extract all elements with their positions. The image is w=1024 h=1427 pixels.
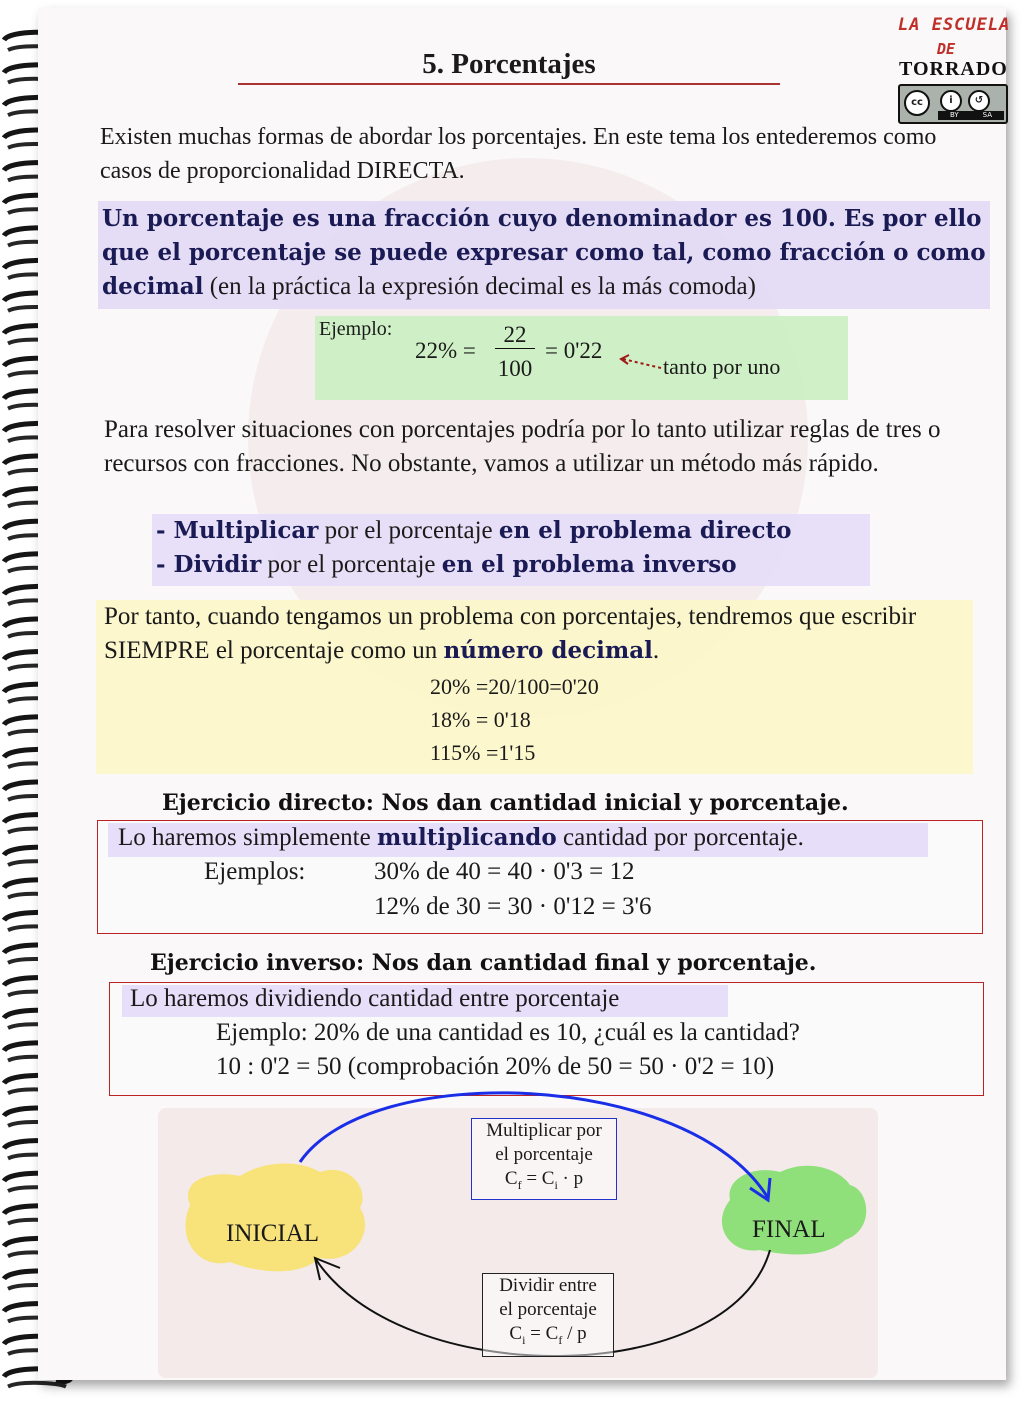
definition-bold: Un porcentaje es una fracción cuyo denominador es 100. Es por ello que el porcentaje se puede expresar como tal, como fracción o como decimal [102,205,986,300]
backward-formula-box [482,1273,614,1357]
direct-rule-bold: multiplicando [376,824,557,851]
inverse-box [109,982,984,1096]
definition-block [98,201,990,309]
example-fraction-block [315,316,848,400]
method-multiply-verb: - Multiplicar [156,517,319,544]
logo-line-2: DE [937,40,956,58]
page-title: 5. Porcentajes [238,48,780,85]
direct-rule-a: Lo haremos simplemente [118,824,377,851]
forward-line-1: Multiplicar por [486,1120,602,1141]
forward-formula [472,1167,616,1197]
by-icon: i [940,90,962,112]
direct-heading: Ejercicio directo: Nos dan cantidad inicial y porcentaje. [162,790,849,816]
decimal-example: 18% = 0'18 [430,707,531,732]
inverse-example-question: Ejemplo: 20% de una cantidad es 10, ¿cuál es la cantidad? [216,1019,800,1046]
direct-example-1: 30% de 40 = 40 · 0'3 = 12 [374,858,635,885]
inverse-example-answer: 10 : 0'2 = 50 (comprobación 20% de 50 = 50 · 0'2 = 10) [216,1053,775,1080]
methods-list [152,514,870,586]
tanto-por-uno-label: tanto por uno [663,354,781,379]
decimal-note-b: . [652,637,660,664]
diagram-end-label: FINAL [752,1216,826,1243]
backward-line-2: el porcentaje [499,1299,597,1320]
license-by: BY [949,111,959,119]
inverse-heading: Ejercicio inverso: Nos dan cantidad final y porcentaje. [150,950,817,976]
inverse-rule: Lo haremos dividiendo cantidad entre porcentaje [130,985,620,1012]
logo-line-3: TORRADO [899,58,1008,80]
forward-formula-c: C [504,1168,518,1189]
sa-icon: ↺ [968,90,990,112]
direct-examples-label: Ejemplos: [204,858,306,885]
decimal-note-block [96,600,973,774]
method-multiply-text: por el porcentaje [318,517,499,544]
backward-formula-eq: = C [525,1323,559,1344]
direct-example-2: 12% de 30 = 30 · 0'12 = 3'6 [374,893,652,920]
method-divide [152,548,870,582]
intro-paragraph: Existen muchas formas de abordar los porcentajes. En este tema los entederemos como casos de proporcionalidad DIRECTA. [100,124,937,184]
backward-formula [483,1322,613,1352]
direct-rule [118,824,804,852]
decimal-note-bold: número decimal [443,637,653,664]
method-divide-text: por el porcentaje [261,551,442,578]
method-divide-case: en el problema inverso [441,551,737,578]
license-bar [938,111,1004,120]
method-multiply-case: en el problema directo [498,517,792,544]
forward-formula-eq: = C [521,1168,555,1189]
backward-formula-c: C [509,1323,523,1344]
dashed-arrow-icon [615,354,665,374]
cc-icon: cc [904,90,930,116]
backward-sub-i: i [522,1332,526,1347]
example-percent: 22% = [415,338,476,363]
backward-formula-tail: / p [562,1323,587,1344]
start-blob [186,1163,366,1271]
logo-line-1: LA ESCUELA [898,15,1011,35]
method-multiply [152,514,870,548]
backward-sub-f: f [558,1332,563,1347]
license-sa: SA [982,111,992,119]
example-label: Ejemplo: [319,318,393,340]
forward-sub-i: i [554,1177,558,1192]
decimal-example: 20% =20/100=0'20 [430,674,599,699]
decimal-example: 115% =1'15 [430,740,536,765]
diagram-start-label: INICIAL [226,1220,320,1247]
decimal-examples [430,670,599,769]
method-paragraph: Para resolver situaciones con porcentajes podría por lo tanto utilizar reglas de tres o recursos con fracciones. No obstante, vamos a utilizar un método más rápido. [104,416,941,477]
forward-formula-box [471,1118,617,1200]
example-decimal: = 0'22 [545,338,603,363]
forward-formula-tail: · p [557,1168,584,1189]
backward-arrow-head [315,1258,340,1280]
definition-normal: (en la práctica la expresión decimal es la más comoda) [203,273,756,300]
fraction-numerator: 22 [495,322,535,349]
fraction-denominator: 100 [497,356,533,381]
forward-sub-f: f [517,1177,522,1192]
definition-text [98,201,990,305]
decimal-note-a: Por tanto, cuando tengamos un problema con porcentajes, tendremos que escribir SIEMPRE el porcentaje como un [104,603,917,664]
decimal-note-text [96,600,973,668]
direct-rule-b: cantidad por porcentaje. [556,824,804,851]
cc-license-badge [898,84,1008,124]
method-divide-verb: - Dividir [156,551,262,578]
forward-line-2: el porcentaje [495,1144,593,1165]
direct-box [97,820,983,934]
backward-line-1: Dividir entre [499,1275,597,1296]
